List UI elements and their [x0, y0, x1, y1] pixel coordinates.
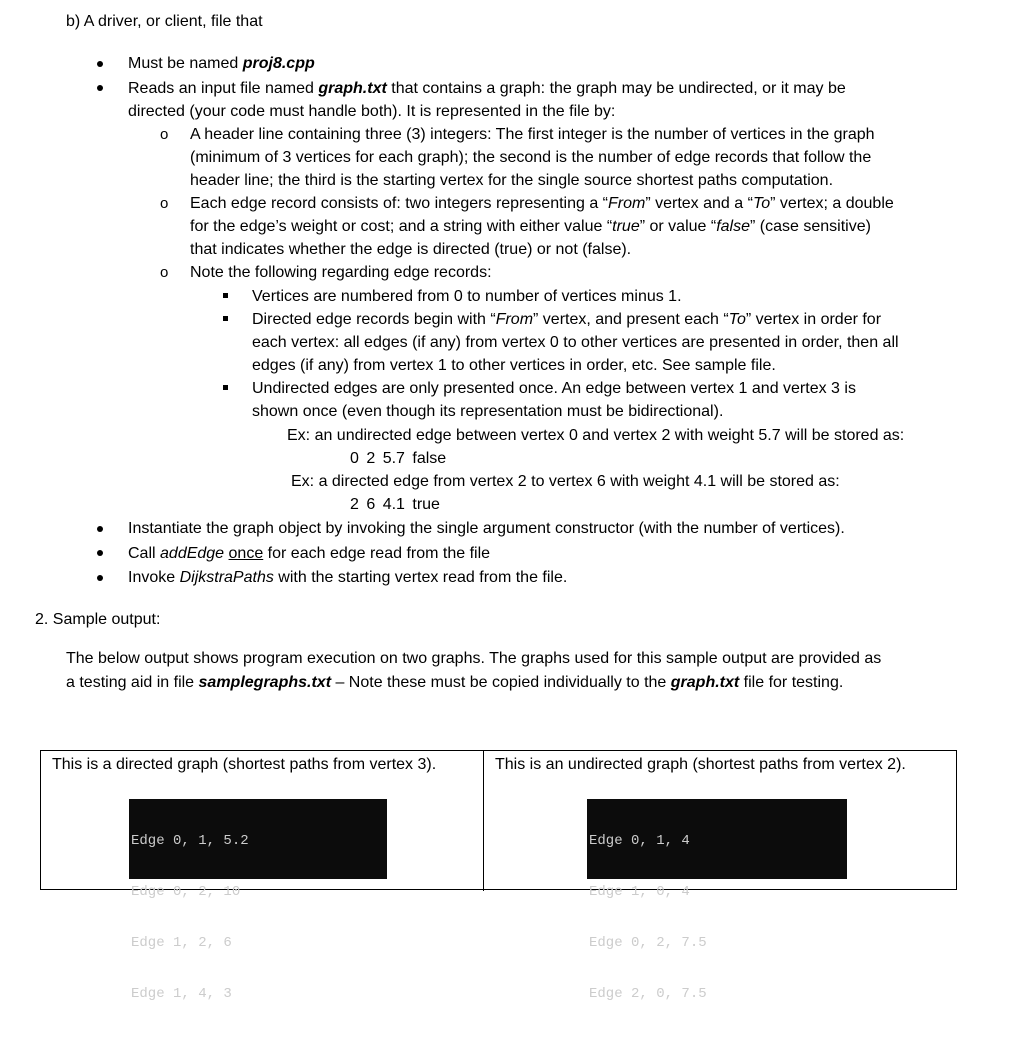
- sub-header-line1: A header line containing three (3) integers: The first integer is the number of vertices in the graph: [190, 126, 875, 143]
- sq-undirected-line2: shown once (even though its representation must be bidirectional).: [252, 403, 724, 420]
- edge-to: To: [752, 195, 771, 212]
- para-text-c: file for testing.: [739, 674, 844, 691]
- item-named: [128, 52, 315, 75]
- sub-note: Note the following regarding edge records:: [190, 264, 492, 281]
- sq-directed-line3: edges (if any) from vertex 1 to other vertices in order, etc. See sample file.: [252, 357, 776, 374]
- item-call: [128, 542, 490, 565]
- table-divider: [483, 751, 484, 891]
- directed-text-a: Directed edge records begin with “: [252, 311, 496, 328]
- item-instantiate: Instantiate the graph object by invoking the single argument constructor (with the number of vertices).: [128, 520, 845, 537]
- bullet-icon: [97, 575, 103, 581]
- reads-text-a: Reads an input file named: [128, 80, 319, 97]
- edge-text-e: ” or value “: [639, 218, 717, 235]
- para-line1: The below output shows program execution on two graphs. The graphs used for this sample output are provided as: [66, 650, 882, 667]
- console-line: Edge 1, 2, 6: [131, 935, 232, 951]
- edge-text-b: ” vertex and a “: [645, 195, 753, 212]
- method-addEdge: addEdge: [160, 545, 225, 562]
- invoke-text-a: Invoke: [128, 569, 180, 586]
- invoke-text-b: with the starting vertex read from the file.: [273, 569, 568, 586]
- bullet-icon: [97, 85, 103, 91]
- section-heading-2: 2. Sample output:: [35, 611, 161, 628]
- console-line: Edge 0, 1, 5.2: [131, 833, 249, 849]
- square-bullet-icon: [223, 385, 228, 390]
- reads-text-b: that contains a graph: the graph may be undirected, or it may be: [386, 80, 846, 97]
- section-heading-b: b) A driver, or client, file that: [66, 13, 263, 30]
- example-directed-code: 2 6 4.1 true: [350, 496, 440, 513]
- directed-text-b: ” vertex, and present each “: [533, 311, 729, 328]
- sub-edge-line1: [190, 192, 894, 215]
- circle-bullet-icon: o: [160, 126, 169, 143]
- call-text-a: Call: [128, 545, 161, 562]
- right-column-header: This is an undirected graph (shortest paths from vertex 2).: [495, 756, 906, 773]
- left-console-output: [129, 799, 387, 1002]
- directed-from: From: [495, 311, 534, 328]
- console-line: Edge 1, 4, 3: [131, 986, 232, 1002]
- console-line: Edge 0, 2, 10: [131, 884, 241, 900]
- console-line: Edge 0, 2, 7.5: [589, 935, 707, 951]
- console-line: Edge 1, 0, 4: [589, 884, 690, 900]
- console-line: Edge 0, 1, 4: [589, 833, 690, 849]
- filename-graph-2: graph.txt: [670, 674, 740, 691]
- bullet-icon: [97, 526, 103, 532]
- square-bullet-icon: [223, 293, 228, 298]
- left-column-header: This is a directed graph (shortest paths from vertex 3).: [52, 756, 437, 773]
- circle-bullet-icon: o: [160, 195, 169, 212]
- sq-directed-line2: each vertex: all edges (if any) from vertex 0 to other vertices are presented in order, then all: [252, 334, 899, 351]
- call-text-c: for each edge read from the file: [263, 545, 491, 562]
- bullet-icon: [97, 61, 103, 67]
- edge-text-d: for the edge’s weight or cost; and a string with either value “: [190, 218, 613, 235]
- para-text-b: – Note these must be copied individually to the: [331, 674, 671, 691]
- example-directed-text: Ex: a directed edge from vertex 2 to vertex 6 with weight 4.1 will be stored as:: [291, 473, 840, 490]
- sub-header-line2: (minimum of 3 vertices for each graph); the second is the number of edge records that follow the: [190, 149, 872, 166]
- right-console-output: [587, 799, 847, 1002]
- sq-undirected-line1: Undirected edges are only presented once. An edge between vertex 1 and vertex 3 is: [252, 380, 856, 397]
- edge-from: From: [608, 195, 646, 212]
- edge-text-c: ” vertex; a double: [770, 195, 894, 212]
- sub-edge-line3: that indicates whether the edge is directed (true) or not (false).: [190, 241, 632, 258]
- edge-true: true: [612, 218, 640, 235]
- edge-text-f: ” (case sensitive): [750, 218, 871, 235]
- item-invoke: [128, 566, 567, 589]
- sub-edge-line2: [190, 215, 871, 238]
- item-reads-line1: [128, 77, 846, 100]
- filename-samplegraphs: samplegraphs.txt: [198, 674, 332, 691]
- edge-false: false: [716, 218, 750, 235]
- sample-output-table: [40, 750, 957, 1002]
- call-once: once: [228, 545, 264, 562]
- sq-directed-line1: [252, 308, 881, 331]
- item-named-prefix: Must be named: [128, 55, 243, 72]
- sq-vertices: Vertices are numbered from 0 to number of vertices minus 1.: [252, 288, 682, 305]
- filename-graph: graph.txt: [318, 80, 387, 97]
- example-undirected-text: Ex: an undirected edge between vertex 0 and vertex 2 with weight 5.7 will be stored as:: [287, 427, 905, 444]
- edge-text-a: Each edge record consists of: two integers representing a “: [190, 195, 608, 212]
- filename-proj8: proj8.cpp: [242, 55, 315, 72]
- sub-header-line3: header line; the third is the starting vertex for the single source shortest paths computation.: [190, 172, 834, 189]
- console-line: Edge 2, 0, 7.5: [589, 986, 707, 1002]
- item-reads-line2: directed (your code must handle both). It is represented in the file by:: [128, 103, 616, 120]
- para-line2: [66, 671, 843, 694]
- para-text-a: a testing aid in file: [66, 674, 199, 691]
- method-dijkstra: DijkstraPaths: [179, 569, 274, 586]
- bullet-icon: [97, 550, 103, 556]
- example-undirected-code: 0 2 5.7 false: [350, 450, 447, 467]
- directed-to: To: [728, 311, 746, 328]
- directed-text-c: ” vertex in order for: [745, 311, 882, 328]
- square-bullet-icon: [223, 316, 228, 321]
- circle-bullet-icon: o: [160, 264, 169, 281]
